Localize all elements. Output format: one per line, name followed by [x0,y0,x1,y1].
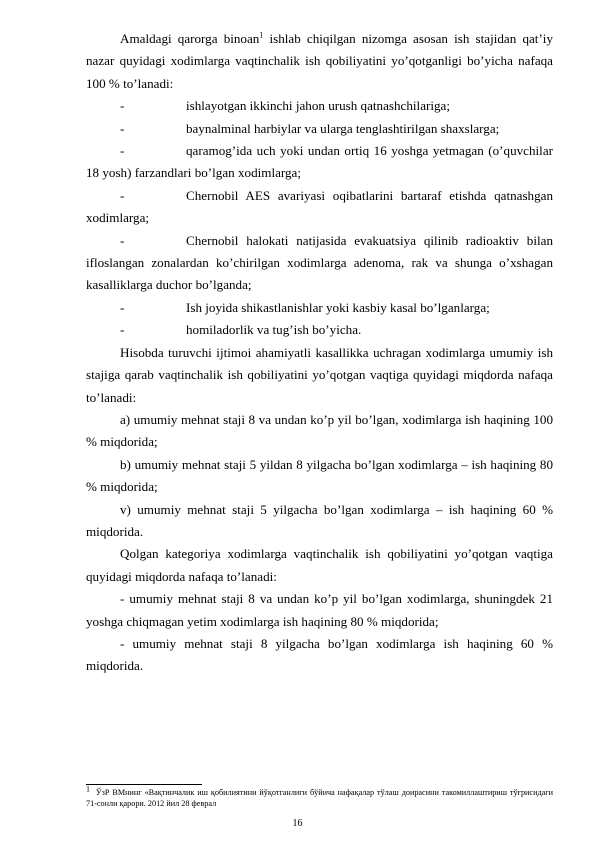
footnote-text: ЎзР ВМнинг «Вақтинчалик иш қобилиятини йўқотганлиги бўйича нафақалар тўлаш доирасини такомиллаштириш тўғрисидаги 71-сонли қарори. 2012 йил 28 феврал [86,788,553,808]
footnote-divider [86,784,202,785]
paragraph-dash-2: - umumiy mehnat staji 8 yilgacha bo’lgan xodimlarga ish haqining 60 % miqdorida. [86,635,553,674]
list-item: - Ish joyida shikastlanishlar yoki kasbiy kasal bo’lganlarga; [86,297,553,319]
list-item: - homiladorlik va tug’ish bo’yicha. [86,319,553,341]
paragraph-other-categories: Qolgan kategoriya xodimlarga vaqtinchalik ish qobiliyatini yo’qotgan vaqtiga quyidagi miqdorda nafaqa to’lanadi: [86,546,553,584]
footnote-ref: 1 [259,30,264,40]
intro-text-b: ishlab chiqilgan nizomga asosan ish stajidan qat’iy nazar quyidagi xodimlarga vaqtinchalik ish qobiliyatini yo’qotganligi bo’yicha nafaqa 100 % to’lanadi: [86,31,553,91]
intro-text-a: Amaldagi qarorga binoan [120,31,260,46]
list-item: - ishlayotgan ikkinchi jahon urush qatnashchilariga; [86,95,553,117]
list-item: - Chernobil halokati natijasida evakuatsiya qilinib radioaktiv bilan ifloslangan zonalardan ko’chirilgan xodimlarga adenoma, rak va shunga o’xshagan kasalliklarga duchor bo’lganda; [86,230,553,297]
list-dash: - [120,120,125,136]
list-dash: - [120,322,125,338]
paragraph-item-b: b) umumiy mehnat staji 5 yildan 8 yilgacha bo’lgan xodimlarga – ish haqining 80 % miqdorida; [86,456,553,495]
footnote [86,784,553,809]
paragraph-item-a: a) umumiy mehnat staji 8 va undan ko’p yil bo’lgan, xodimlarga ish haqining 100 % miqdorida; [86,411,553,450]
list-item: - qaramog’ida uch yoki undan ortiq 16 yoshga yetmagan (o’quvchilar 18 yosh) farzandlari bo’lgan xodimlarga; [86,140,553,185]
list-item: - Chernobil AES avariyasi oqibatlarini bartaraf etishda qatnashgan xodimlarga; [86,185,553,230]
page-number: 16 [292,818,303,829]
list-item: - baynalminal harbiylar va ularga tenglashtirilgan shaxslarga; [86,118,553,140]
paragraph-dash-1: - umumiy mehnat staji 8 va undan ko’p yil bo’lgan xodimlarga, shuningdek 21 yoshga chiqmagan yetim xodimlarga ish haqining 80 % miqdorida; [86,591,553,629]
list-dash: - [120,143,125,159]
paragraph-item-v: v) umumiy mehnat staji 5 yilgacha bo’lgan xodimlarga – ish haqining 60 % miqdorida. [86,501,553,539]
footnote-mark: 1 [86,784,90,794]
paragraph-intro [86,28,553,95]
list-dash: - [120,299,125,315]
list-dash: - [120,232,125,248]
body-text [86,28,553,678]
paragraph-social-disease: Hisobda turuvchi ijtimoi ahamiyatli kasallikka uchragan xodimlarga umumiy ish stajiga qarab vaqtinchalik ish qobiliyatini yo’qotgan vaqtiga quyidagi miqdorda nafaqa to’lanadi: [86,344,553,405]
list-dash: - [120,187,125,203]
list-dash: - [120,98,125,114]
